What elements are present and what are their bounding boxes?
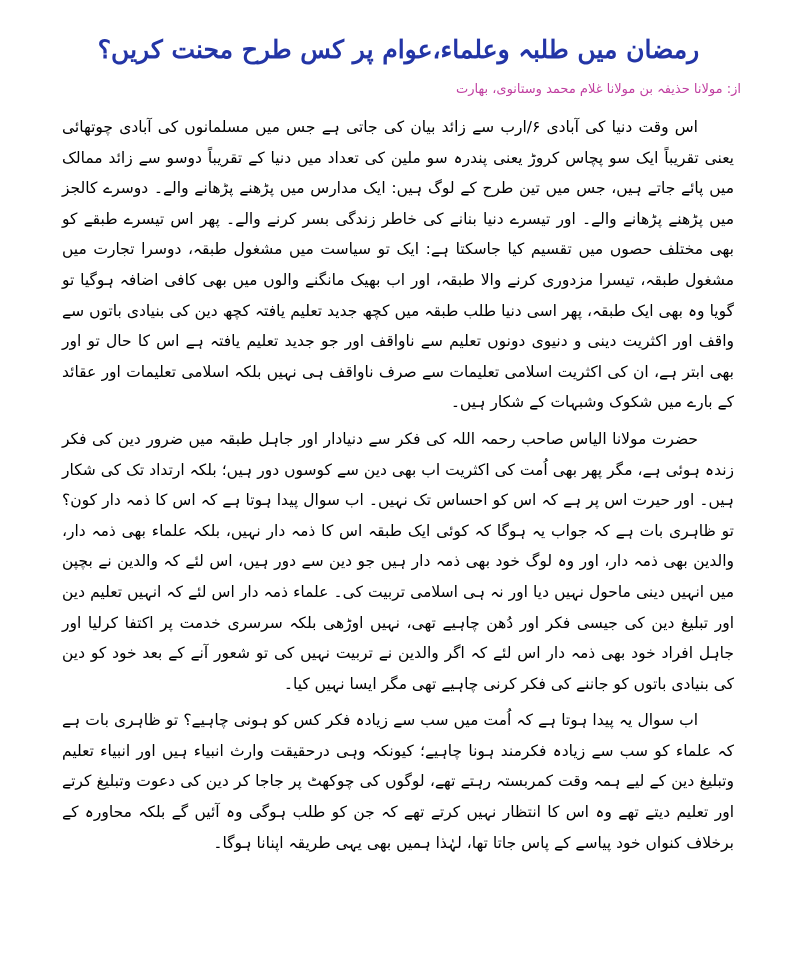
- paragraph-1: اس وقت دنیا کی آبادی ۶/ارب سے زائد بیان کی جاتی ہے جس میں مسلمانوں کی آبادی چوتھائی یعنی تقریباً ایک سو پچاس کروڑ یعنی پندرہ سو ملین کی تعداد میں دنیا کے تقریباً دوسو سے زائد ممالک میں پائے جاتے ہیں، جس میں تین طرح کے لوگ ہیں: ایک مدارس میں پڑھنے پڑھانے والے۔ دوسرے کالجز میں پڑھنے پڑھانے والے۔ اور تیسرے دنیا بنانے کی خاطر زندگی بسر کرنے والے۔ پھر اس تیسرے طبقے کو بھی مختلف حصوں میں تقسیم کیا جاسکتا ہے: ایک تو سیاست میں مشغول طبقہ، دوسرا تجارت میں مشغول طبقہ، تیسرا مزدوری کرنے والا طبقہ، اور اب بھیک مانگنے والوں میں بھی کافی اضافہ ہوگیا تو گویا وہ بھی ایک طبقہ، پھر اسی دنیا طلب طبقہ میں کچھ جدید تعلیم یافتہ کچھ دین کی بنیادی باتوں سے واقف اور اکثریت دینی و دنیوی دونوں تعلیم سے ناواقف اور جو جدید تعلیم یافتہ ہے اس کا حال تو اور بھی ابتر ہے، ان کی اکثریت اسلامی تعلیمات سے صرف ناواقف ہی نہیں بلکہ اسلامی تعلیمات اور عقائد کے بارے میں شکوک وشبہات کے شکار ہیں۔: [62, 118, 734, 412]
- article-body: [62, 112, 734, 858]
- article-title: رمضان میں طلبہ وعلماء،عوام پر کس طرح محنت کریں؟: [97, 35, 700, 64]
- paragraph-2: حضرت مولانا الیاس صاحب رحمہ اللہ کی فکر سے دنیادار اور جاہل طبقہ میں ضرور دین کی فکر زندہ ہوئی ہے، مگر پھر بھی اُمت کی اکثریت اب بھی دین سے کوسوں دور ہیں؛ بلکہ ارتداد تک کی شکار ہیں۔ اور حیرت اس پر ہے کہ اس کو احساس تک نہیں۔ اب سوال پیدا ہوتا ہے کہ اس کا ذمہ دار کون؟ تو ظاہری بات ہے کہ جواب یہ ہوگا کہ کوئی ایک طبقہ اس کا ذمہ دار نہیں، بلکہ علماء بھی ذمہ دار، والدین بھی ذمہ دار، اور وہ لوگ خود بھی ذمہ دار ہیں جو دین سے دور ہیں، اس لئے کہ والدین نے بچپن میں انہیں دینی ماحول نہیں دیا اور نہ ہی اسلامی تربیت کی۔ علماء ذمہ دار اس لئے کہ انہیں تعلیم دین اور تبلیغ دین کی جیسی فکر اور دُھن چاہیے تھی، نہیں اوڑھی بلکہ سرسری خدمت پر اکتفا کرلیا اور جاہل افراد خود بھی ذمہ دار اس لئے کہ اگر والدین نے تربیت نہیں کی تو شعور آنے کے بعد خود کو دین کی بنیادی باتوں کو جاننے کی فکر کرنی چاہیے تھی مگر ایسا نہیں کیا۔: [62, 429, 734, 693]
- article-byline: از: مولانا حذیفہ بن مولانا غلام محمد وستانوی، بھارت: [455, 82, 741, 97]
- paragraph-3: اب سوال یہ پیدا ہوتا ہے کہ اُمت میں سب سے زیادہ فکر کس کو ہونی چاہیے؟ تو ظاہری بات ہے کہ علماء کو سب سے زیادہ فکرمند ہونا چاہیے؛ کیونکہ وہی درحقیقت وارث انبیاء ہیں اور انبیاء تعلیم وتبلیغ دین کے لیے ہمہ وقت کمربستہ رہتے تھے، لوگوں کی چوکھٹ پر جاجا کر دین کی دعوت وتبلیغ کرتے اور تعلیم دیتے تھے وہ اس کا انتظار نہیں کرتے تھے کہ جن کو طلب ہوگی وہ آئیں گے بلکہ محاورہ کے برخلاف کنواں خود پیاسے کے پاس جاتا تھا، لہٰذا ہمیں بھی یہی طریقہ اپنانا ہوگا۔: [62, 711, 734, 852]
